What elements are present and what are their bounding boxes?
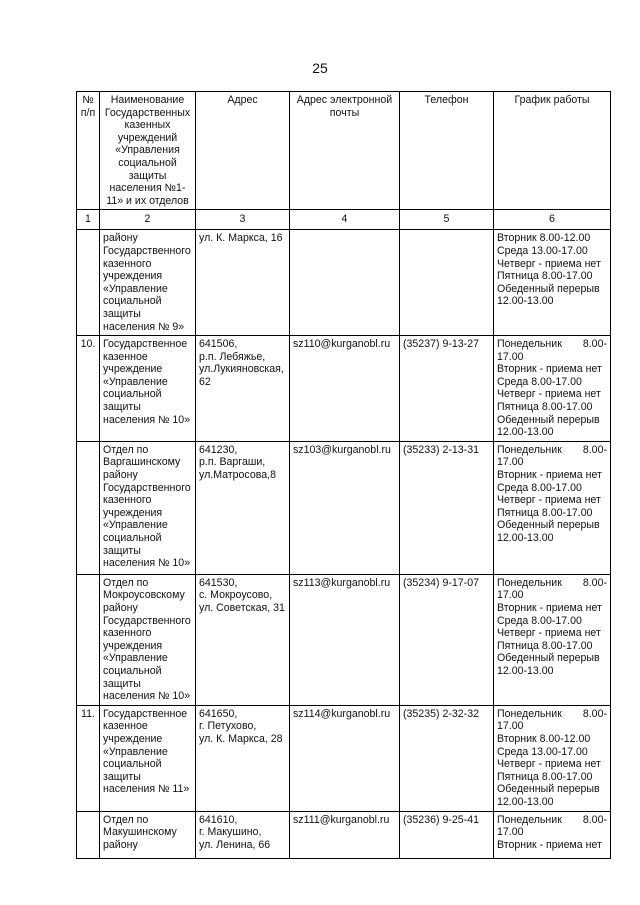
office-phone: (35235) 2-32-32 [400, 705, 494, 811]
office-schedule [494, 574, 611, 705]
table-row [77, 230, 611, 336]
header-phone: Телефон [400, 92, 494, 210]
schedule-first-time: 8.00- [582, 813, 607, 826]
office-schedule [494, 230, 611, 336]
office-phone: (35233) 2-13-31 [400, 441, 494, 574]
schedule-lines: 17.00 Вторник - приема нет Среда 8.00-17.00 Четверг - приема нет Пятница 8.00-17.00 Обеденный перерыв 12.00-13.00 [497, 589, 602, 677]
column-number: 2 [100, 210, 196, 230]
row-number [77, 574, 100, 705]
office-schedule [494, 811, 611, 858]
office-phone: (35237) 9-13-27 [400, 336, 494, 442]
schedule-first-line: Понедельник [497, 576, 562, 589]
table-row [77, 441, 611, 574]
office-email: sz103@kurganobl.ru [290, 441, 400, 574]
column-number: 4 [290, 210, 400, 230]
office-address: 641506, р.п. Лебяжье, ул.Лукияновская, 62 [196, 336, 290, 442]
office-address: ул. К. Маркса, 16 [196, 230, 290, 336]
schedule-first-time: 8.00- [582, 338, 607, 351]
schedule-lines: 17.00 Вторник - приема нет Среда 8.00-17.00 Четверг - приема нет Пятница 8.00-17.00 Обеденный перерыв 12.00-13.00 [497, 456, 602, 544]
office-address: 641530, с. Мокроусово, ул. Советская, 31 [196, 574, 290, 705]
office-phone: (35236) 9-25-41 [400, 811, 494, 858]
row-number [77, 811, 100, 858]
page-number: 25 [312, 60, 328, 76]
schedule-lines: 17.00 Вторник - приема нет [497, 826, 602, 851]
office-email: sz110@kurganobl.ru [290, 336, 400, 442]
schedule-lines: Среда 13.00-17.00 Четверг - приема нет Пятница 8.00-17.00 Обеденный перерыв 12.00-13.00 [497, 244, 601, 308]
header-schedule: График работы [494, 92, 611, 210]
schedule-lines: 17.00 Вторник - приема нет Среда 8.00-17.00 Четверг - приема нет Пятница 8.00-17.00 Обеденный перерыв 12.00-13.00 [497, 350, 602, 439]
schedule-first-time: 8.00- [582, 707, 607, 720]
office-name: Государственное казенное учреждение «Управление социальной защиты населения № 11» [100, 705, 196, 811]
office-email: sz114@kurganobl.ru [290, 705, 400, 811]
office-name: Отдел по Мокроусовскому району Государственного казенного учреждения «Управление социальной защиты населения № 10» [100, 574, 196, 705]
office-address: 641650, г. Петухово, ул. К. Маркса, 28 [196, 705, 290, 811]
schedule-first-line: Понедельник [497, 813, 562, 826]
office-schedule [494, 336, 611, 442]
table-row [77, 811, 611, 858]
offices-table [76, 91, 611, 859]
schedule-first-time: 8.00- [582, 576, 607, 589]
schedule-first-line: Вторник 8.00-12.00 [497, 232, 591, 245]
table-row [77, 336, 611, 442]
office-phone: (35234) 9-17-07 [400, 574, 494, 705]
column-number-row [77, 210, 611, 230]
row-number [77, 230, 100, 336]
table-row [77, 705, 611, 811]
office-email [290, 230, 400, 336]
office-name: Отдел по Варгашинскому району Государственного казенного учреждения «Управление социальной защиты населения № 10» [100, 441, 196, 574]
office-name: Государственное казенное учреждение «Управление социальной защиты населения № 10» [100, 336, 196, 442]
header-email: Адрес электронной почты [290, 92, 400, 210]
office-phone [400, 230, 494, 336]
schedule-first-line: Понедельник [497, 338, 562, 351]
office-name: Отдел по Макушинскому району [100, 811, 196, 858]
header-address: Адрес [196, 92, 290, 210]
row-number [77, 441, 100, 574]
column-number: 6 [494, 210, 611, 230]
header-name: Наименование Государственных казенных учреждений «Управления социальной защиты населения №1- 11» и их отделов [100, 92, 196, 210]
office-address: 641610, г. Макушино, ул. Ленина, 66 [196, 811, 290, 858]
row-number: 11. [77, 705, 100, 811]
schedule-first-time: 8.00- [582, 443, 607, 456]
office-name: району Государственного казенного учреждения «Управление социальной защиты населения № 9» [100, 230, 196, 336]
table-row [77, 574, 611, 705]
office-address: 641230, р.п. Варгаши, ул.Матросова,8 [196, 441, 290, 574]
column-number: 1 [77, 210, 100, 230]
schedule-lines: 17.00 Вторник 8.00-12.00 Среда 13.00-17.00 Четверг - приема нет Пятница 8.00-17.00 Обеденный перерыв 12.00-13.00 [497, 720, 601, 808]
header-number: № п/п [77, 92, 100, 210]
column-number: 5 [400, 210, 494, 230]
schedule-first-line: Понедельник [497, 443, 562, 456]
office-schedule [494, 705, 611, 811]
office-schedule [494, 441, 611, 574]
column-number: 3 [196, 210, 290, 230]
office-email: sz111@kurganobl.ru [290, 811, 400, 858]
office-email: sz113@kurganobl.ru [290, 574, 400, 705]
row-number: 10. [77, 336, 100, 442]
schedule-first-line: Понедельник [497, 707, 562, 720]
header-row [77, 92, 611, 210]
